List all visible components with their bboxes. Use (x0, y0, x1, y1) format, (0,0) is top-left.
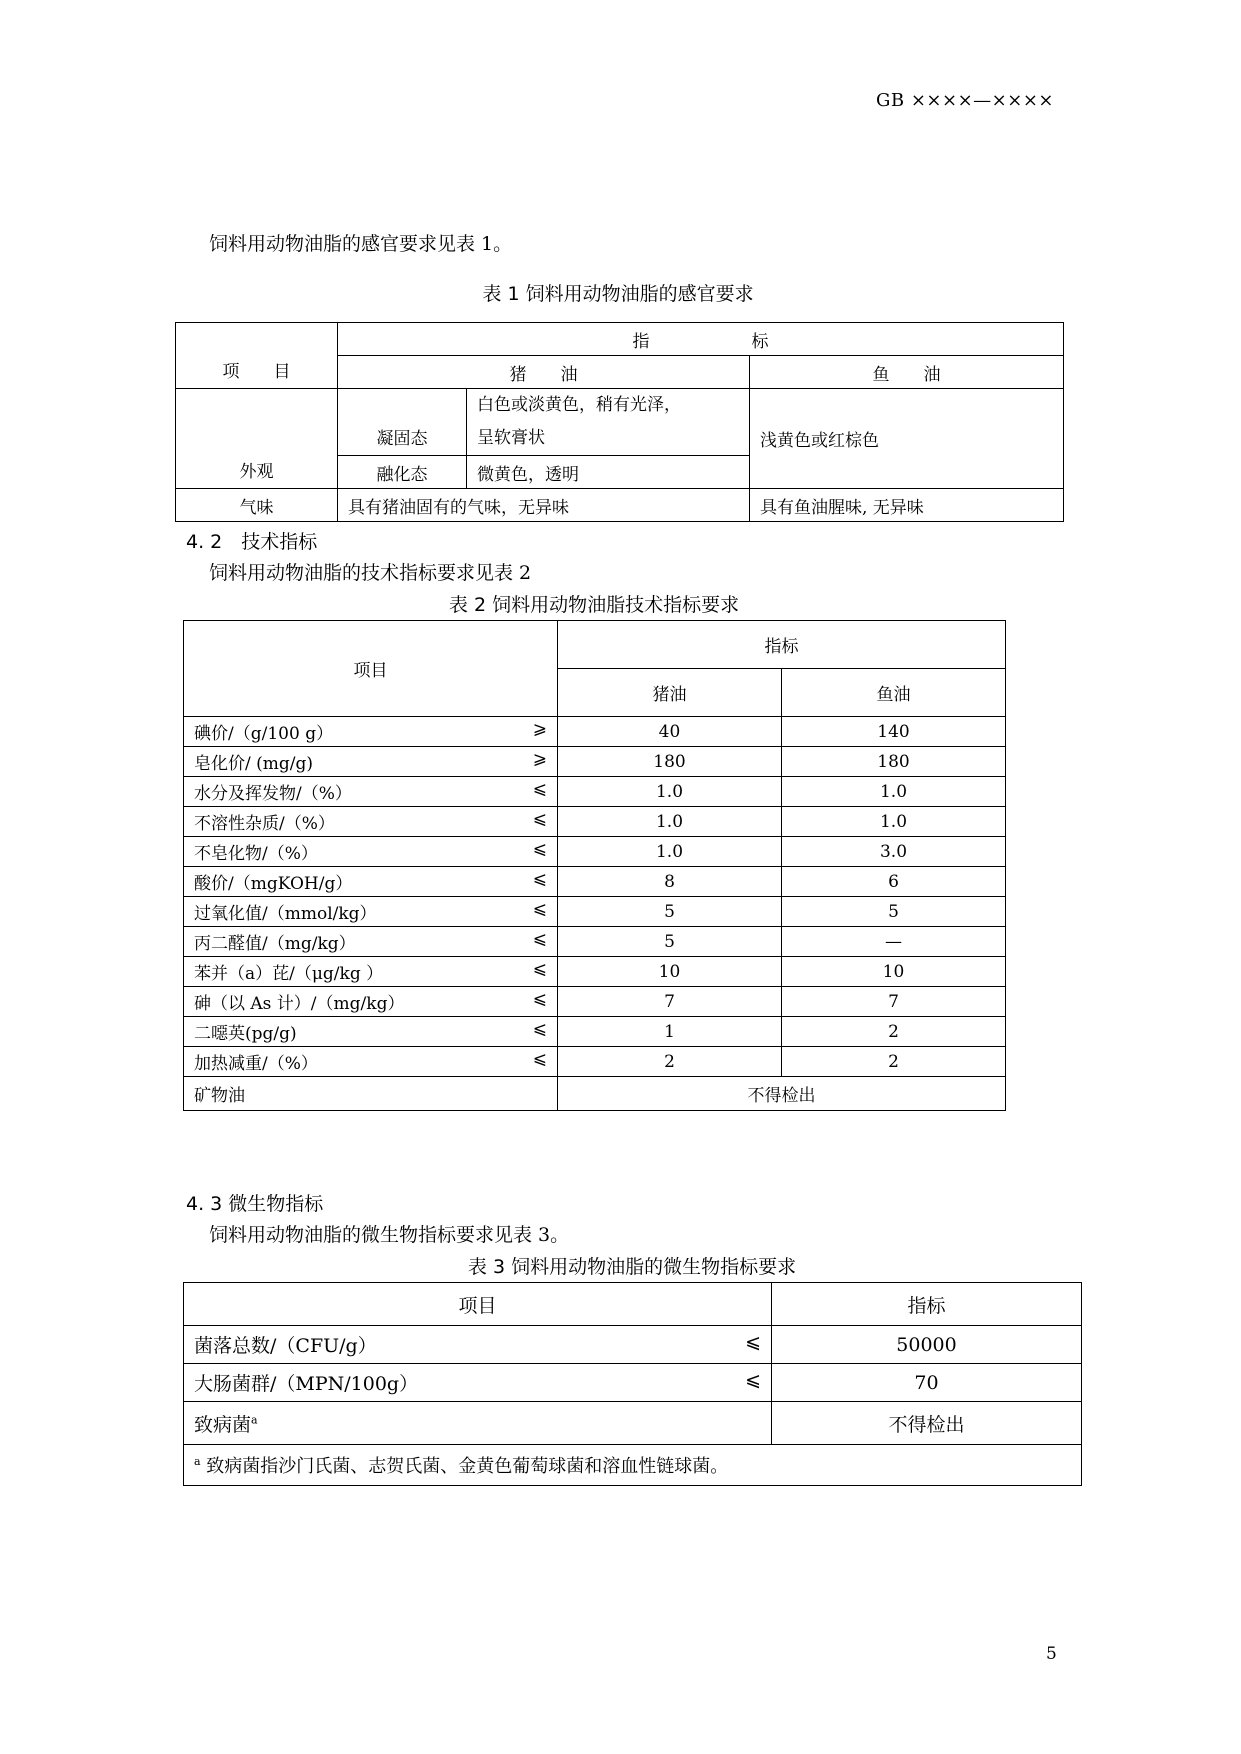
table2-fish-value: 140 (782, 717, 1006, 747)
table2-head-index: 指标 (558, 621, 1006, 669)
table2-intro: 饲料用动物油脂的技术指标要求见表 2 (209, 562, 532, 584)
table3-pathogen-value: 不得检出 (772, 1402, 1082, 1445)
table2-item-cell (184, 897, 558, 927)
table2-comparison-symbol: ⩽ (532, 839, 547, 859)
table2-item-cell (184, 777, 558, 807)
table2-lard-value: 40 (558, 717, 782, 747)
table3-value: 50000 (772, 1326, 1082, 1364)
table2-fish-value: 7 (782, 987, 1006, 1017)
table2-lard-value: 1.0 (558, 837, 782, 867)
table3-value: 70 (772, 1364, 1082, 1402)
table1-lard-odor: 具有猪油固有的气味，无异味 (338, 489, 750, 522)
table2-comparison-symbol: ⩽ (532, 959, 547, 979)
table1-caption: 表 1 饲料用动物油脂的感官要求 (482, 283, 754, 305)
table-row (184, 927, 1006, 957)
table2-item-cell (184, 867, 558, 897)
table2-item-cell (184, 717, 558, 747)
table2-lard-value: 10 (558, 957, 782, 987)
table2-lard-value: 5 (558, 927, 782, 957)
table-row (184, 807, 1006, 837)
table3-item-label: 菌落总数/（CFU/g） (194, 1335, 377, 1357)
table2-fish-value: 3.0 (782, 837, 1006, 867)
table2-item-label: 不皂化物/（%） (194, 844, 318, 864)
table2-item-label: 酸价/（mgKOH/g） (194, 874, 353, 894)
table2-lard-value: 1.0 (558, 777, 782, 807)
page-number: 5 (1046, 1644, 1057, 1664)
table2-item-label: 水分及挥发物/（%） (194, 784, 352, 804)
table3-intro: 饲料用动物油脂的微生物指标要求见表 3。 (209, 1224, 570, 1246)
table2-item-cell (184, 927, 558, 957)
table1-head-index: 指 标 (338, 323, 1064, 356)
table-row (184, 1047, 1006, 1077)
table2-mineral-oil-label: 矿物油 (184, 1077, 558, 1111)
table2-comparison-symbol: ⩽ (532, 1019, 547, 1039)
table1-molten-state: 融化态 (338, 456, 467, 489)
table2-lard-value: 7 (558, 987, 782, 1017)
microbial-table (183, 1282, 1082, 1486)
table2-item-cell (184, 1017, 558, 1047)
table1-molten-desc: 微黄色，透明 (467, 456, 750, 489)
table3-head-item: 项目 (184, 1283, 772, 1326)
table1-solid-desc (467, 389, 750, 456)
table3-footnote-text: 致病菌指沙门氏菌、志贺氏菌、金黄色葡萄球菌和溶血性链球菌。 (200, 1456, 729, 1477)
table2-fish-value: 2 (782, 1047, 1006, 1077)
table2-item-cell (184, 747, 558, 777)
table2-head-lard: 猪油 (558, 669, 782, 717)
table3-caption: 表 3 饲料用动物油脂的微生物指标要求 (467, 1256, 797, 1278)
table2-comparison-symbol: ⩽ (532, 989, 547, 1009)
table2-item-label: 苯并（a）芘/（μg/kg ） (194, 964, 384, 984)
table2-item-cell (184, 837, 558, 867)
table2-comparison-symbol: ⩽ (532, 929, 547, 949)
table2-comparison-symbol: ⩽ (532, 1049, 547, 1069)
table3-comparison-symbol: ⩽ (745, 1369, 761, 1391)
table-row (184, 747, 1006, 777)
table-row (184, 1326, 1082, 1364)
table-row (184, 987, 1006, 1017)
table2-comparison-symbol: ⩽ (532, 809, 547, 829)
table-row (184, 717, 1006, 747)
table2-item-label: 加热减重/（%） (194, 1054, 318, 1074)
table2-fish-value: — (782, 927, 1006, 957)
table1-solid-desc-line2: 呈软膏状 (477, 428, 545, 448)
table2-item-label: 丙二醛值/（mg/kg） (194, 934, 356, 954)
table3-pathogen-sup: a (251, 1413, 258, 1427)
table2-item-cell (184, 807, 558, 837)
table2-item-cell (184, 1047, 558, 1077)
table2-item-label: 二噁英(pg/g) (194, 1024, 297, 1044)
table-row (184, 837, 1006, 867)
table2-lard-value: 1.0 (558, 807, 782, 837)
table-row (184, 1017, 1006, 1047)
table1-head-fish: 鱼 油 (750, 356, 1064, 389)
table1-head-item: 项 目 (176, 323, 338, 389)
table3-head-index: 指标 (772, 1283, 1082, 1326)
table2-mineral-oil-value: 不得检出 (558, 1077, 1006, 1111)
table1-intro: 饲料用动物油脂的感官要求见表 1。 (209, 233, 513, 255)
table2-fish-value: 6 (782, 867, 1006, 897)
table2-lard-value: 8 (558, 867, 782, 897)
table2-item-cell (184, 987, 558, 1017)
table2-head-fish: 鱼油 (782, 669, 1006, 717)
table3-item-label: 大肠菌群/（MPN/100g） (194, 1373, 419, 1395)
table2-fish-value: 180 (782, 747, 1006, 777)
table1-fish-appearance: 浅黄色或红棕色 (750, 389, 1064, 489)
table2-lard-value: 2 (558, 1047, 782, 1077)
table2-head-item: 项目 (184, 621, 558, 717)
table-row (184, 897, 1006, 927)
table1-odor-label: 气味 (176, 489, 338, 522)
table2-comparison-symbol: ⩽ (532, 779, 547, 799)
table2-item-label: 砷（以 As 计）/（mg/kg） (194, 994, 405, 1014)
table3-footnote-sup: a (194, 1455, 201, 1468)
sensory-table (175, 322, 1064, 522)
table2-fish-value: 1.0 (782, 807, 1006, 837)
table1-solid-desc-line1: 白色或淡黄色，稍有光泽， (477, 395, 681, 415)
table-row (184, 867, 1006, 897)
table2-caption: 表 2 饲料用动物油脂技术指标要求 (448, 594, 740, 616)
table2-comparison-symbol: ⩾ (532, 719, 547, 739)
section-4-3-heading: 4. 3 微生物指标 (186, 1193, 324, 1215)
table1-appearance-label: 外观 (176, 389, 338, 489)
table2-comparison-symbol: ⩽ (532, 869, 547, 889)
table2-fish-value: 2 (782, 1017, 1006, 1047)
table3-footnote (184, 1445, 1082, 1486)
table2-item-label: 碘价/（g/100 g） (194, 724, 334, 744)
table-row (184, 957, 1006, 987)
table2-item-label: 过氧化值/（mmol/kg） (194, 904, 377, 924)
table3-item-cell (184, 1326, 772, 1364)
document-code: GB ××××—×××× (876, 90, 1054, 111)
table3-comparison-symbol: ⩽ (745, 1331, 761, 1353)
table2-fish-value: 5 (782, 897, 1006, 927)
table2-fish-value: 1.0 (782, 777, 1006, 807)
table2-lard-value: 1 (558, 1017, 782, 1047)
table2-item-label: 皂化价/ (mg/g) (194, 754, 314, 774)
table2-lard-value: 5 (558, 897, 782, 927)
table2-item-cell (184, 957, 558, 987)
table3-item-cell (184, 1364, 772, 1402)
table2-item-label: 不溶性杂质/（%） (194, 814, 335, 834)
table3-pathogen-label (184, 1402, 772, 1445)
table1-fish-odor: 具有鱼油腥味, 无异味 (750, 489, 1064, 522)
table1-head-lard: 猪 油 (338, 356, 750, 389)
section-4-2-heading: 4. 2 技术指标 (186, 531, 318, 553)
table-row (184, 1364, 1082, 1402)
table3-pathogen-item: 致病菌 (194, 1413, 252, 1436)
table2-lard-value: 180 (558, 747, 782, 777)
table2-fish-value: 10 (782, 957, 1006, 987)
table-row (184, 777, 1006, 807)
table1-solid-state: 凝固态 (338, 389, 467, 456)
table2-comparison-symbol: ⩽ (532, 899, 547, 919)
technical-table (183, 620, 1006, 1111)
table2-comparison-symbol: ⩾ (532, 749, 547, 769)
